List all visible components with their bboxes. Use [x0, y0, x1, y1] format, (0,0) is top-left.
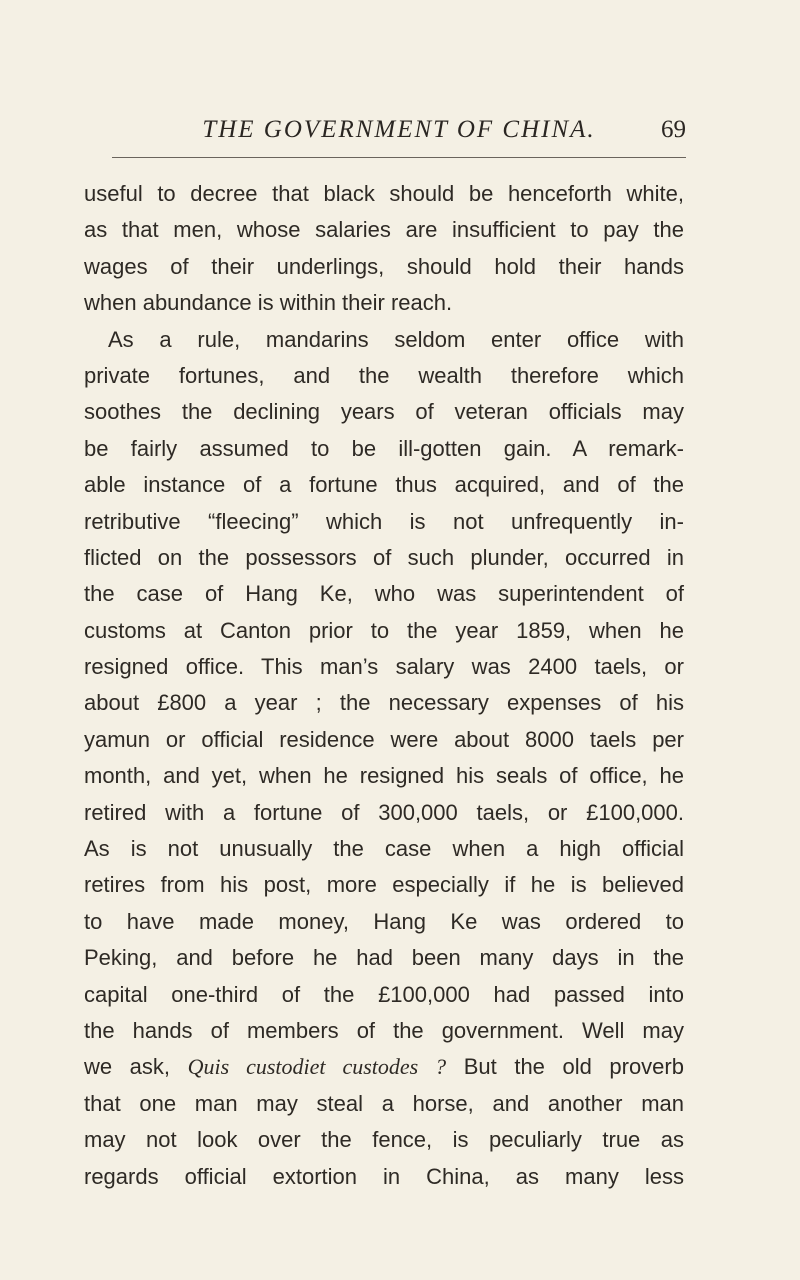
- text-line: useful to decree that black should be henceforth white,: [84, 181, 684, 206]
- page-number: 69: [661, 116, 686, 143]
- text-line-with-quotation: [84, 1049, 684, 1085]
- text-line: flicted on the possessors of such plunder, occurred in: [84, 544, 684, 570]
- text-line: resigned office. This man’s salary was 2400 taels, or: [84, 654, 684, 680]
- text-segment: But the old proverb: [446, 1054, 684, 1080]
- text-line: month, and yet, when he resigned his seals of office, he: [84, 763, 684, 789]
- text-line: capital one-third of the £100,000 had passed into: [84, 981, 684, 1007]
- text-line: be fairly assumed to be ill-gotten gain. A remark-: [84, 435, 684, 461]
- latin-quotation: Quis custodiet custodes ?: [187, 1054, 447, 1080]
- text-line: able instance of a fortune thus acquired, and of the: [84, 472, 684, 498]
- body-text: [84, 176, 684, 1195]
- text-line: wages of their underlings, should hold their hands: [84, 253, 684, 279]
- text-line: retributive “fleecing” which is not unfrequently in-: [84, 508, 684, 534]
- text-line: the hands of members of the government. Well may: [84, 1017, 684, 1043]
- text-line: yamun or official residence were about 8000 taels per: [84, 726, 684, 752]
- text-segment: we ask,: [84, 1054, 188, 1080]
- text-line: about £800 a year ; the necessary expenses of his: [84, 690, 684, 716]
- text-line: As is not unusually the case when a high official: [84, 836, 684, 862]
- text-line: as that men, whose salaries are insufficient to pay the: [84, 217, 684, 243]
- text-line: As a rule, mandarins seldom enter office with: [108, 326, 684, 352]
- text-line: retired with a fortune of 300,000 taels, or £100,000.: [84, 799, 684, 825]
- header-rule: [112, 157, 686, 158]
- text-line: to have made money, Hang Ke was ordered to: [84, 908, 684, 934]
- text-line: that one man may steal a horse, and another man: [84, 1090, 684, 1116]
- text-line: regards official extortion in China, as many less: [84, 1163, 684, 1189]
- running-head: [112, 110, 686, 154]
- text-line: soothes the declining years of veteran officials may: [84, 399, 684, 425]
- text-line: when abundance is within their reach.: [84, 290, 453, 316]
- running-title: THE GOVERNMENT OF CHINA.: [202, 116, 596, 143]
- text-line: private fortunes, and the wealth therefore which: [84, 362, 684, 388]
- text-line: Peking, and before he had been many days in the: [84, 945, 684, 971]
- text-line: retires from his post, more especially if he is believed: [84, 872, 684, 898]
- text-line: the case of Hang Ke, who was superintendent of: [84, 581, 684, 607]
- text-line: customs at Canton prior to the year 1859, when he: [84, 617, 684, 643]
- text-line: may not look over the fence, is peculiarly true as: [84, 1127, 684, 1153]
